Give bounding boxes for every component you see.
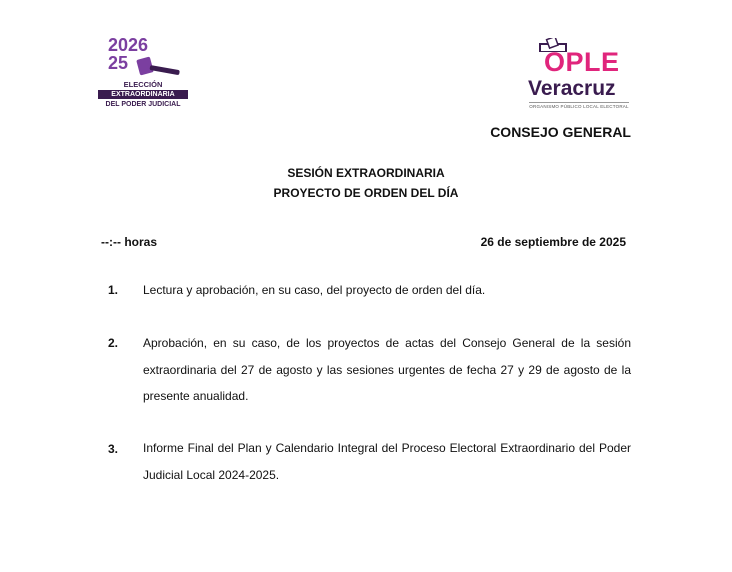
agenda-item-number: 3.	[108, 442, 119, 456]
logo-year-bottom: 25	[108, 53, 129, 73]
agenda-item-text: Informe Final del Plan y Calendario Integral del Proceso Electoral Extraordinario del Poder Judicial Local 2024-2025.	[143, 441, 631, 482]
logo-line-election: ELECCIÓN	[123, 80, 163, 89]
session-hours: --:-- horas	[101, 235, 157, 249]
session-date: 26 de septiembre de 2025	[480, 235, 626, 249]
agenda-item-text: Lectura y aprobación, en su caso, del proyecto de orden del día.	[143, 283, 486, 297]
session-type: SESIÓN EXTRAORDINARIA	[287, 166, 445, 180]
agenda-item-text: Aprobación, en su caso, de los proyectos de actas del Consejo General de la sesión extraordinaria del 27 de agosto y las sesiones urgentes de fecha 27 y 29 de agosto de la presente anualidad.	[143, 336, 631, 403]
session-title	[0, 163, 732, 203]
agenda-title: PROYECTO DE ORDEN DEL DÍA	[273, 186, 459, 200]
election-logo	[96, 30, 188, 118]
logo-year-top: 2026	[108, 35, 149, 55]
ople-brand: OPLE	[544, 47, 620, 77]
gavel-icon	[136, 56, 182, 78]
logo-line-judicial: DEL PODER JUDICIAL	[105, 101, 181, 108]
ople-subtitle: ORGANISMO PÚBLICO LOCAL ELECTORAL	[529, 104, 629, 109]
council-heading: CONSEJO GENERAL	[490, 124, 631, 140]
logo-line-extraordinary: EXTRAORDINARIA	[98, 90, 188, 99]
agenda-item-number: 1.	[108, 283, 119, 297]
agenda-item-number: 2.	[108, 336, 119, 350]
ople-logo	[526, 36, 636, 116]
ople-region: Veracruz	[528, 77, 616, 100]
